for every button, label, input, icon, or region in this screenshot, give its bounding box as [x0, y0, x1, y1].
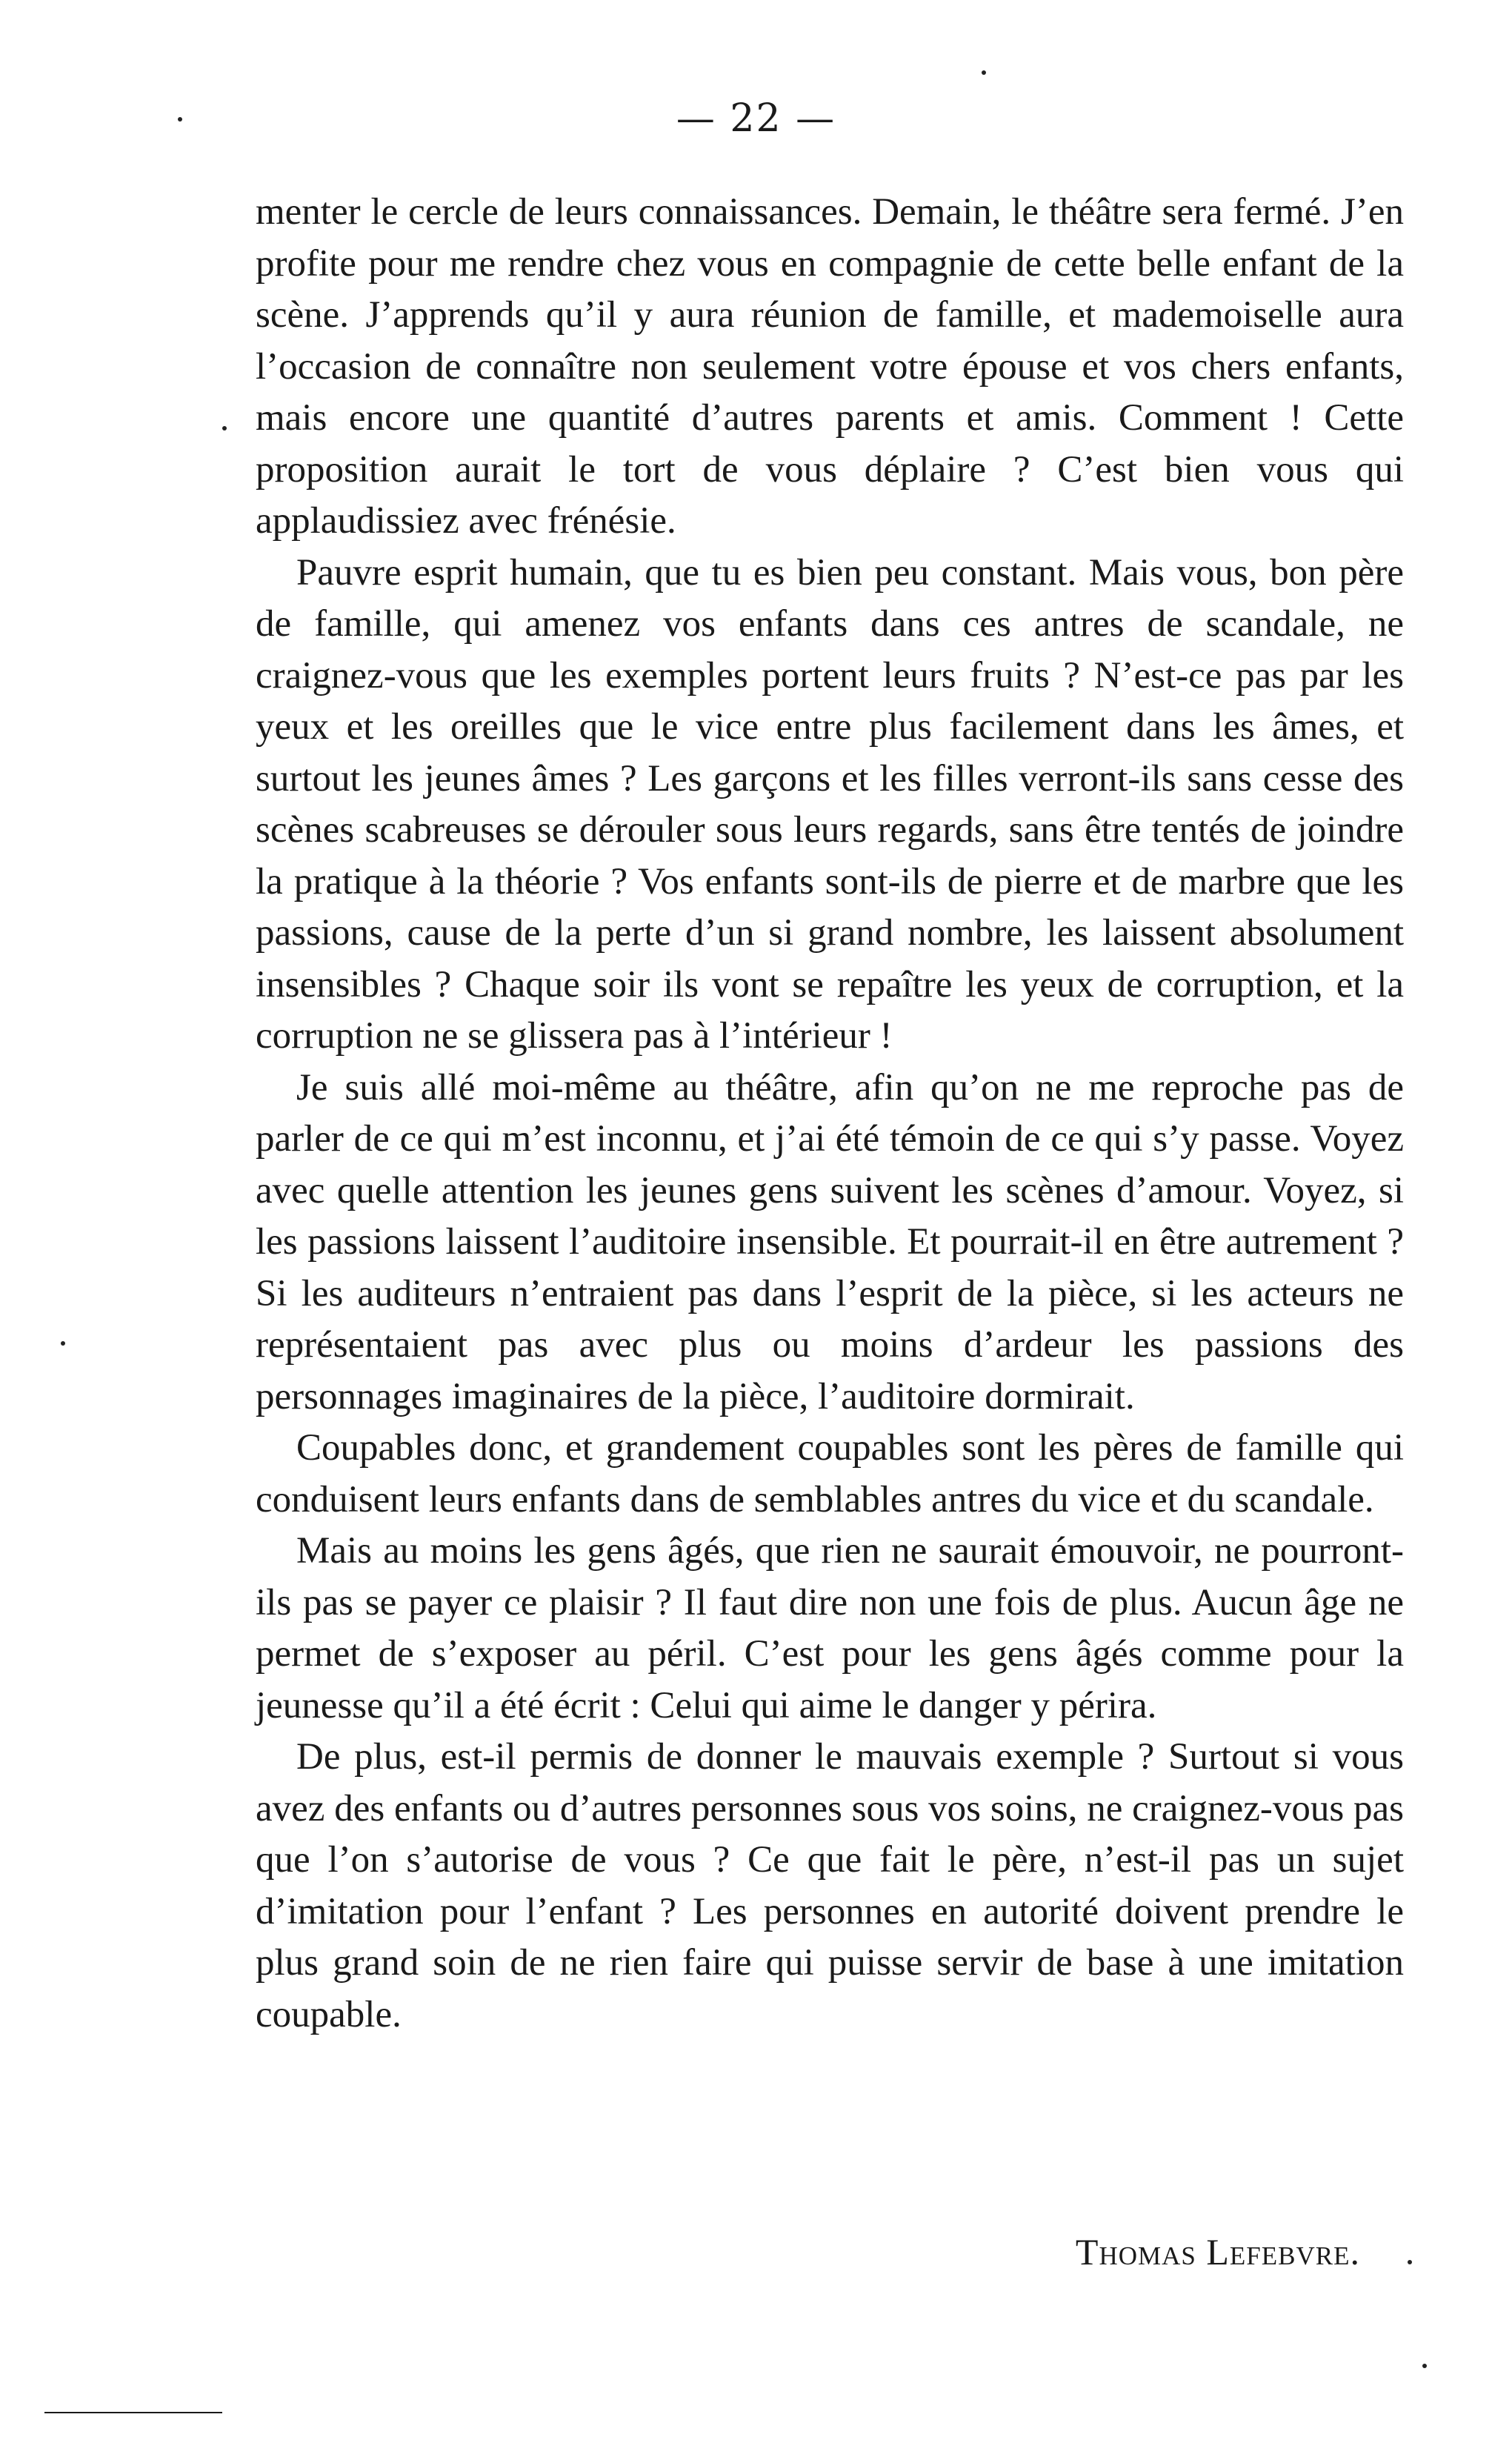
paragraph-2: Pauvre esprit humain, que tu es bien peu constant. Mais vous, bon père de famille, qui amenez vos enfants dans ces antres de scandale, ne craignez-vous que les exemples portent leurs fruits ? N’est-ce pas par les yeux et les oreilles que le vice entre plus facilement dans les âmes, et surtout les jeunes âmes ? Les garçons et les filles verront-ils sans cesse des scènes scabreuses se dérouler sous leurs regards, sans être tentés de joindre la pratique à la théorie ? Vos enfants sont-ils de pierre et de marbre que les passions, cause de la perte d’un si grand nombre, les laissent absolument insensibles ? Chaque soir ils vont se repaître les yeux de corruption, et la corruption ne se glissera pas à l’intérieur ! — [256, 551, 1404, 1057]
scan-speck — [178, 117, 182, 122]
body-text — [256, 187, 1404, 2041]
paragraph-5: Mais au moins les gens âgés, que rien ne saurait émouvoir, ne pourront-ils pas se payer ce plaisir ? Il faut dire non une fois de plus. Aucun âge ne permet de s’exposer au péril. C’est pour les gens âgés comme pour la jeunesse qu’il a été écrit : Celui qui aime le danger y périra. — [256, 1530, 1404, 1726]
footer-rule — [44, 2412, 222, 2413]
scan-speck — [61, 1341, 65, 1346]
scan-speck — [222, 426, 227, 431]
author-signature: Thomas Lefebvre. — [1075, 2231, 1360, 2273]
scan-speck — [982, 70, 986, 75]
paragraph-1: menter le cercle de leurs connaissances. Demain, le théâtre sera fermé. J’en profite pour me rendre chez vous en compagnie de cette belle enfant de la scène. J’apprends qu’il y aura réunion de famille, et mademoiselle aura l’occasion de connaître non seulement votre épouse et vos chers enfants, mais encore une quantité d’autres parents et amis. Comment ! Cette proposition aurait le tort de vous déplaire ? C’est bien vous qui applaudissiez avec frénésie. — [256, 191, 1404, 542]
paragraph-6: De plus, est-il permis de donner le mauvais exemple ? Surtout si vous avez des enfants ou d’autres personnes sous vos soins, ne craignez-vous pas que l’on s’autorise de vous ? Ce que fait le père, n’est-il pas un sujet d’imitation pour l’enfant ? Les personnes en autorité doivent prendre le plus grand soin de ne rien faire qui puisse servir de base à une imitation coupable. — [256, 1736, 1404, 2035]
scan-speck — [1422, 2364, 1427, 2368]
paragraph-3: Je suis allé moi-même au théâtre, afin qu’on ne me reproche pas de parler de ce qui m’est inconnu, et j’ai été témoin de ce qui s’y passe. Voyez avec quelle attention les jeunes gens suivent les scènes d’amour. Voyez, si les passions laissent l’auditoire insensible. Et pourrait-il en être autrement ? Si les auditeurs n’entraient pas dans l’esprit de la pièce, si les acteurs ne représentaient pas avec plus ou moins d’ardeur les passions des personnages imaginaires de la pièce, l’auditoire dormirait. — [256, 1066, 1404, 1417]
scan-speck — [1408, 2260, 1412, 2264]
paragraph-4: Coupables donc, et grandement coupables sont les pères de famille qui conduisent leurs enfants dans de semblables antres du vice et du scandale. — [256, 1427, 1404, 1520]
page-number: — 22 — — [676, 96, 836, 141]
